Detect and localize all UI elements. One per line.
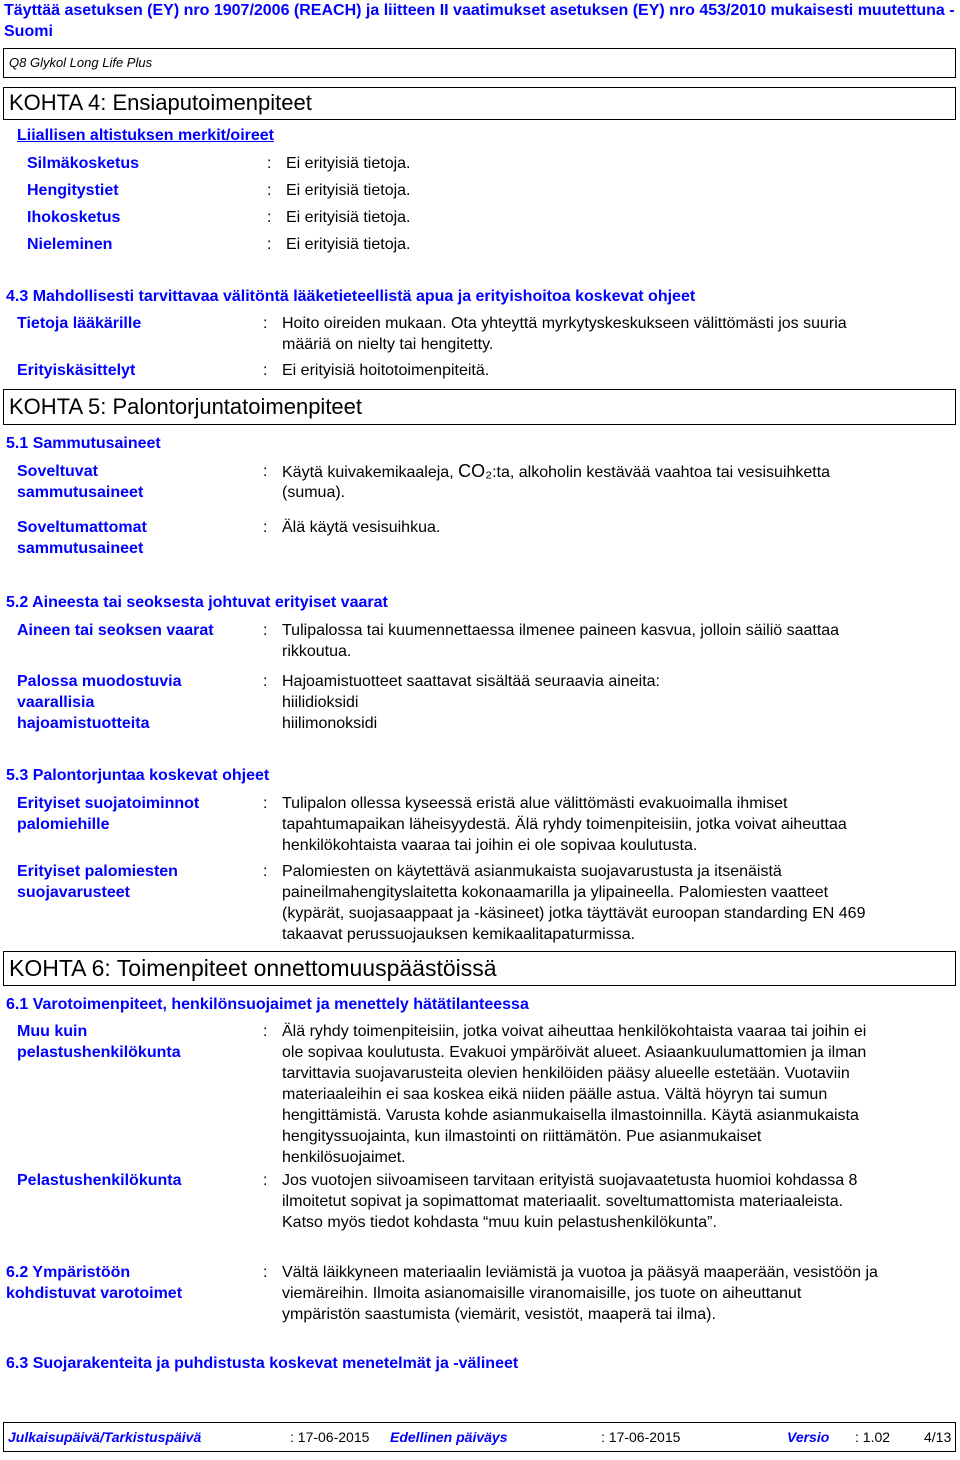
firefighter-gear-label-2: suojavarusteet xyxy=(17,884,130,901)
co2-formula: CO₂ xyxy=(458,461,493,481)
section-5-1-heading: 5.1 Sammutusaineet xyxy=(6,435,161,452)
rescue-line-2: ilmoitetut sopivat ja sopimattomat materiaalit. soveltumattomista materiaaleista. xyxy=(282,1193,844,1210)
suitable-media-line-2: (sumua). xyxy=(282,484,346,501)
colon: : xyxy=(263,1023,268,1040)
section-5-2-heading: 5.2 Aineesta tai seoksesta johtuvat erityiset vaarat xyxy=(6,594,388,611)
firefighter-gear-line-1: Palomiesten on käytettävä asianmukaista suojavarustusta ja itsenäistä xyxy=(282,863,782,880)
non-rescue-line-1: Älä ryhdy toimenpiteisiin, jotka voivat aiheuttaa henkilökohtaista vaaraa tai joihin ei xyxy=(282,1023,867,1040)
footer-date-value: : 17-06-2015 xyxy=(290,1429,370,1445)
colon: : xyxy=(263,463,268,480)
non-rescue-line-4: materiaaleihin ei saa koskea eikä niiden päälle astua. Vältä höyryn tai sumun xyxy=(282,1086,828,1103)
colon: : xyxy=(267,182,272,199)
fire-protection-line-3: henkilökohtaista vaaraa tai joihin ei ole sopivaa koulutusta. xyxy=(282,837,698,854)
non-rescue-line-3: tarvittavia suojavarusteita olevien henkilöiden pääsy alueelle estetään. Vuotaviin xyxy=(282,1065,850,1082)
colon: : xyxy=(263,362,268,379)
section-4-1-heading: Liiallisen altistuksen merkit/oireet xyxy=(17,127,274,144)
footer-previous-date-value: : 17-06-2015 xyxy=(601,1429,681,1445)
inhalation-label: Hengitystiet xyxy=(27,182,119,199)
unsuitable-media-label-1: Soveltumattomat xyxy=(17,519,147,536)
non-rescue-line-2: ole sopivaa koulutusta. Evakuoi ympäröivät alueet. Asiaankuulumattomien ja ilman xyxy=(282,1044,867,1061)
doctor-info-line-1: Hoito oireiden mukaan. Ota yhteyttä myrkytyskeskukseen välittömästi jos suuria xyxy=(282,315,847,332)
environmental-line-3: ympäristön saastumista (viemärit, vesistöt, maaperä tai ilma). xyxy=(282,1306,716,1323)
section-5-title: KOHTA 5: Palontorjuntatoimenpiteet xyxy=(3,389,956,425)
section-4-title: KOHTA 4: Ensiaputoimenpiteet xyxy=(3,87,956,120)
fire-protection-label-2: palomiehille xyxy=(17,816,110,833)
ingestion-label: Nieleminen xyxy=(27,236,113,253)
firefighter-gear-line-3: (kypärät, suojasaappaat ja -käsineet) jotka täyttävät euroopan standarding EN 469 xyxy=(282,905,866,922)
combustion-products-line-1: Hajoamistuotteet saattavat sisältää seuraavia aineita: xyxy=(282,673,660,690)
rescue-line-1: Jos vuotojen siivoamiseen tarvitaan erityistä suojavaatetusta huomioi kohdassa 8 xyxy=(282,1172,858,1189)
document-header-title: Täyttää asetuksen (EY) nro 1907/2006 (REACH) ja liitteen II vaatimukset asetuksen (EY) nro 453/2010 mukaisesti muutettuna - Suomi xyxy=(4,2,955,40)
fire-protection-line-1: Tulipalon ollessa kyseessä eristä alue välittömästi evakuoimalla ihmiset xyxy=(282,795,788,812)
section-6-3-heading: 6.3 Suojarakenteita ja puhdistusta koskevat menetelmät ja -välineet xyxy=(6,1355,519,1372)
colon: : xyxy=(263,673,268,690)
colon: : xyxy=(263,519,268,536)
colon: : xyxy=(263,1172,268,1189)
non-rescue-line-7: henkilösuojaimet. xyxy=(282,1149,406,1166)
suitable-media-label-1: Soveltuvat xyxy=(17,463,98,480)
suitable-media-text-b: :ta, alkoholin kestävää vaahtoa tai vesisuihketta xyxy=(492,464,831,481)
colon: : xyxy=(263,863,268,880)
combustion-products-line-3: hiilimonoksidi xyxy=(282,715,378,732)
suitable-media-line-1 xyxy=(282,461,830,483)
colon: : xyxy=(263,315,268,332)
environmental-label-2: kohdistuvat varotoimet xyxy=(6,1285,183,1302)
special-treatment-value: Ei erityisiä hoitotoimenpiteitä. xyxy=(282,362,490,379)
non-rescue-line-6: hengityssuojainta, kun ilmastointi on riittämätön. Pue asianmukaiset xyxy=(282,1128,762,1145)
combustion-products-label-1: Palossa muodostuvia xyxy=(17,673,182,690)
rescue-line-3: Katso myös tiedot kohdasta “muu kuin pelastushenkilökunta”. xyxy=(282,1214,717,1231)
combustion-products-label-2: vaarallisia xyxy=(17,694,95,711)
section-5-3-heading: 5.3 Palontorjuntaa koskevat ohjeet xyxy=(6,767,270,784)
non-rescue-label-2: pelastushenkilökunta xyxy=(17,1044,181,1061)
colon: : xyxy=(267,209,272,226)
ingestion-value: Ei erityisiä tietoja. xyxy=(286,236,411,253)
special-treatment-label: Erityiskäsittelyt xyxy=(17,362,136,379)
page-footer xyxy=(3,1422,956,1452)
environmental-line-1: Vältä läikkyneen materiaalin leviämistä ja vuotoa ja pääsyä maaperään, vesistöön ja xyxy=(282,1264,878,1281)
colon: : xyxy=(263,1264,268,1281)
section-4-3-heading: 4.3 Mahdollisesti tarvittavaa välitöntä lääketieteellistä apua ja erityishoitoa koskevat ohjeet xyxy=(6,288,696,305)
suitable-media-text-a: Käytä kuivakemikaaleja, xyxy=(282,464,459,481)
firefighter-gear-line-4: takaavat perussuojauksen kemikaalitapaturmissa. xyxy=(282,926,636,943)
footer-version-label: Versio xyxy=(787,1429,830,1445)
non-rescue-label-1: Muu kuin xyxy=(17,1023,88,1040)
footer-version-value: : 1.02 xyxy=(855,1429,891,1445)
hazard-line-2: rikkoutua. xyxy=(282,643,352,660)
footer-page-number: 4/13 xyxy=(924,1429,952,1445)
colon: : xyxy=(263,795,268,812)
product-name-box: Q8 Glykol Long Life Plus xyxy=(3,48,956,78)
firefighter-gear-label-1: Erityiset palomiesten xyxy=(17,863,178,880)
section-6-title: KOHTA 6: Toimenpiteet onnettomuuspäästöissä xyxy=(3,951,956,986)
footer-date-label: Julkaisupäivä/Tarkistuspäivä xyxy=(8,1429,202,1445)
colon: : xyxy=(267,155,272,172)
hazard-label: Aineen tai seoksen vaarat xyxy=(17,622,214,639)
rescue-label: Pelastushenkilökunta xyxy=(17,1172,182,1189)
hazard-line-1: Tulipalossa tai kuumennettaessa ilmenee paineen kasvua, jolloin säiliö saattaa xyxy=(282,622,840,639)
suitable-media-label-2: sammutusaineet xyxy=(17,484,144,501)
eye-contact-value: Ei erityisiä tietoja. xyxy=(286,155,411,172)
unsuitable-media-label-2: sammutusaineet xyxy=(17,540,144,557)
skin-contact-label: Ihokosketus xyxy=(27,209,121,226)
inhalation-value: Ei erityisiä tietoja. xyxy=(286,182,411,199)
non-rescue-line-5: hengittämistä. Varusta kohde asianmukaisella ilmastoinnilla. Käytä asianmukaista xyxy=(282,1107,859,1124)
skin-contact-value: Ei erityisiä tietoja. xyxy=(286,209,411,226)
fire-protection-line-2: tapahtumapaikan läheisyydestä. Älä ryhdy toimenpiteisiin, jotka voivat aiheuttaa xyxy=(282,816,847,833)
fire-protection-label-1: Erityiset suojatoiminnot xyxy=(17,795,200,812)
firefighter-gear-line-2: paineilmahengityslaitetta kokonaamarilla ja ylipaineella. Palomiesten vaatteet xyxy=(282,884,829,901)
combustion-products-line-2: hiilidioksidi xyxy=(282,694,359,711)
footer-previous-date-label: Edellinen päiväys xyxy=(390,1429,508,1445)
unsuitable-media-value: Älä käytä vesisuihkua. xyxy=(282,519,441,536)
eye-contact-label: Silmäkosketus xyxy=(27,155,140,172)
colon: : xyxy=(267,236,272,253)
environmental-line-2: viemäreihin. Ilmoita asianomaisille viranomaisille, jos tuote on aiheuttanut xyxy=(282,1285,802,1302)
section-6-1-heading: 6.1 Varotoimenpiteet, henkilönsuojaimet ja menettely hätätilanteessa xyxy=(6,996,529,1013)
doctor-info-label: Tietoja lääkärille xyxy=(17,315,142,332)
combustion-products-label-3: hajoamistuotteita xyxy=(17,715,150,732)
colon: : xyxy=(263,622,268,639)
doctor-info-line-2: määriä on nielty tai hengitetty. xyxy=(282,336,494,353)
environmental-label-1: 6.2 Ympäristöön xyxy=(6,1264,131,1281)
